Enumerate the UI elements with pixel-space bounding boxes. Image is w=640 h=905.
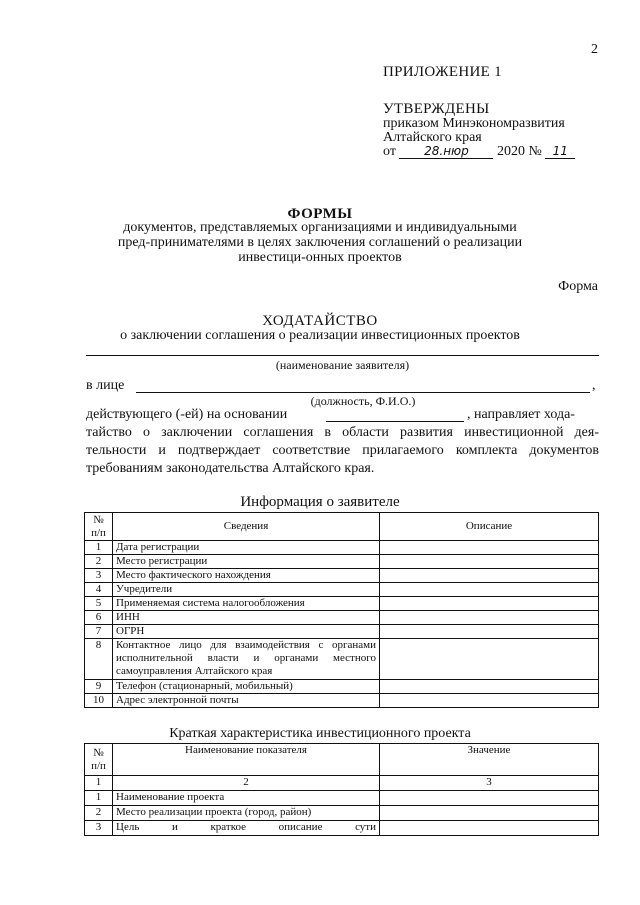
index-value: 3 <box>380 776 599 791</box>
table-row <box>85 597 599 611</box>
table-row <box>85 680 599 694</box>
appendix-label: ПРИЛОЖЕНИЕ 1 <box>383 64 502 80</box>
row-value-cell[interactable] <box>380 821 599 836</box>
form-label: Форма <box>558 279 598 294</box>
order-line-2: Алтайского края <box>383 130 482 145</box>
row-label: Учредители <box>113 583 380 597</box>
table-header-row <box>85 744 599 776</box>
project-info-table <box>84 743 599 836</box>
header-num: № п/п <box>85 513 113 541</box>
table-row <box>85 639 599 680</box>
row-label: Контактное лицо для взаимодействия с органами исполнительной власти и органами местного самоуправления Алтайского края <box>113 639 380 680</box>
body-line-4: требованиям законодательства Алтайского края. <box>86 461 375 476</box>
row-value-cell[interactable] <box>380 611 599 625</box>
header-value: Значение <box>380 744 599 776</box>
row-label: ИНН <box>113 611 380 625</box>
row-num: 1 <box>85 541 113 555</box>
row-num: 1 <box>85 791 113 806</box>
row-value-cell[interactable] <box>380 680 599 694</box>
row-value-cell[interactable] <box>380 597 599 611</box>
row-num: 8 <box>85 639 113 680</box>
row-num: 2 <box>85 555 113 569</box>
row-label: Место реализации проекта (город, район) <box>113 806 380 821</box>
table-row <box>85 541 599 555</box>
table-row <box>85 791 599 806</box>
header-indicator: Наименование показателя <box>113 744 380 776</box>
row-num: 4 <box>85 583 113 597</box>
table-row <box>85 694 599 708</box>
row-label: ОГРН <box>113 625 380 639</box>
handwritten-number: 11 <box>545 144 575 159</box>
row-label: Цель и краткое описание сути <box>113 821 380 836</box>
row-value-cell[interactable] <box>380 555 599 569</box>
row-num: 5 <box>85 597 113 611</box>
row-value-cell[interactable] <box>380 791 599 806</box>
applicant-info-caption: Информация о заявителе <box>240 494 400 510</box>
row-num: 10 <box>85 694 113 708</box>
row-value-cell[interactable] <box>380 569 599 583</box>
index-row <box>85 776 599 791</box>
header-num: № п/п <box>85 744 113 776</box>
approved-label: УТВЕРЖДЕНЫ <box>383 101 490 117</box>
row-value-cell[interactable] <box>380 694 599 708</box>
applicant-info-table <box>84 512 599 708</box>
handwritten-date: 28.нюр <box>399 144 493 159</box>
petition-subtitle: о заключении соглашения о реализации инвестиционных проектов <box>120 328 520 343</box>
table-row <box>85 583 599 597</box>
table-row <box>85 569 599 583</box>
index-num: 1 <box>85 776 113 791</box>
row-value-cell[interactable] <box>380 583 599 597</box>
row-value-cell[interactable] <box>380 639 599 680</box>
row-num: 6 <box>85 611 113 625</box>
row-value-cell[interactable] <box>380 806 599 821</box>
header-desc: Описание <box>380 513 599 541</box>
row-label: Адрес электронной почты <box>113 694 380 708</box>
year-text: 2020 № <box>496 144 542 159</box>
body-line-1b: , направляет хода- <box>467 407 575 422</box>
row-label: Наименование проекта <box>113 791 380 806</box>
body-line-1a: действующего (-ей) на основании <box>86 407 288 422</box>
row-label: Применяемая система налогообложения <box>113 597 380 611</box>
page-number: 2 <box>591 42 598 57</box>
row-value-cell[interactable] <box>380 541 599 555</box>
order-date-line <box>383 144 575 160</box>
table-row <box>85 555 599 569</box>
table-row <box>85 625 599 639</box>
date-prefix: от <box>383 144 396 159</box>
row-num: 3 <box>85 569 113 583</box>
table-header-row <box>85 513 599 541</box>
in-person-line <box>136 392 590 393</box>
row-label: Дата регистрации <box>113 541 380 555</box>
index-indicator: 2 <box>113 776 380 791</box>
project-info-caption: Краткая характеристика инвестиционного проекта <box>169 726 471 741</box>
applicant-name-line <box>86 355 599 356</box>
forms-subtitle: документов, представляемых организациями и индивидуальными пред-принимателями в целях заключения соглашений о реализации инвестици-онных проектов <box>117 220 523 265</box>
forms-title: ФОРМЫ <box>287 206 353 222</box>
table-row <box>85 806 599 821</box>
basis-line <box>326 421 464 422</box>
row-label: Место регистрации <box>113 555 380 569</box>
order-line-1: приказом Минэкономразвития <box>383 116 565 131</box>
row-label: Телефон (стационарный, мобильный) <box>113 680 380 694</box>
row-label: Место фактического нахождения <box>113 569 380 583</box>
row-num: 2 <box>85 806 113 821</box>
in-person-label: в лице <box>86 378 125 393</box>
row-num: 3 <box>85 821 113 836</box>
applicant-name-caption: (наименование заявителя) <box>275 358 410 372</box>
body-line-2: тайство о заключении соглашения в области развития инвестиционной дея- <box>86 425 599 440</box>
row-value-cell[interactable] <box>380 625 599 639</box>
header-info: Сведения <box>113 513 380 541</box>
row-num: 7 <box>85 625 113 639</box>
row-num: 9 <box>85 680 113 694</box>
in-person-comma: , <box>592 378 596 393</box>
body-line-3: тельности и подтверждает соответствие прилагаемого комплекта документов <box>86 443 599 458</box>
table-row <box>85 821 599 836</box>
petition-title: ХОДАТАЙСТВО <box>262 313 378 329</box>
table-row <box>85 611 599 625</box>
position-caption: (должность, Ф.И.О.) <box>310 394 416 408</box>
